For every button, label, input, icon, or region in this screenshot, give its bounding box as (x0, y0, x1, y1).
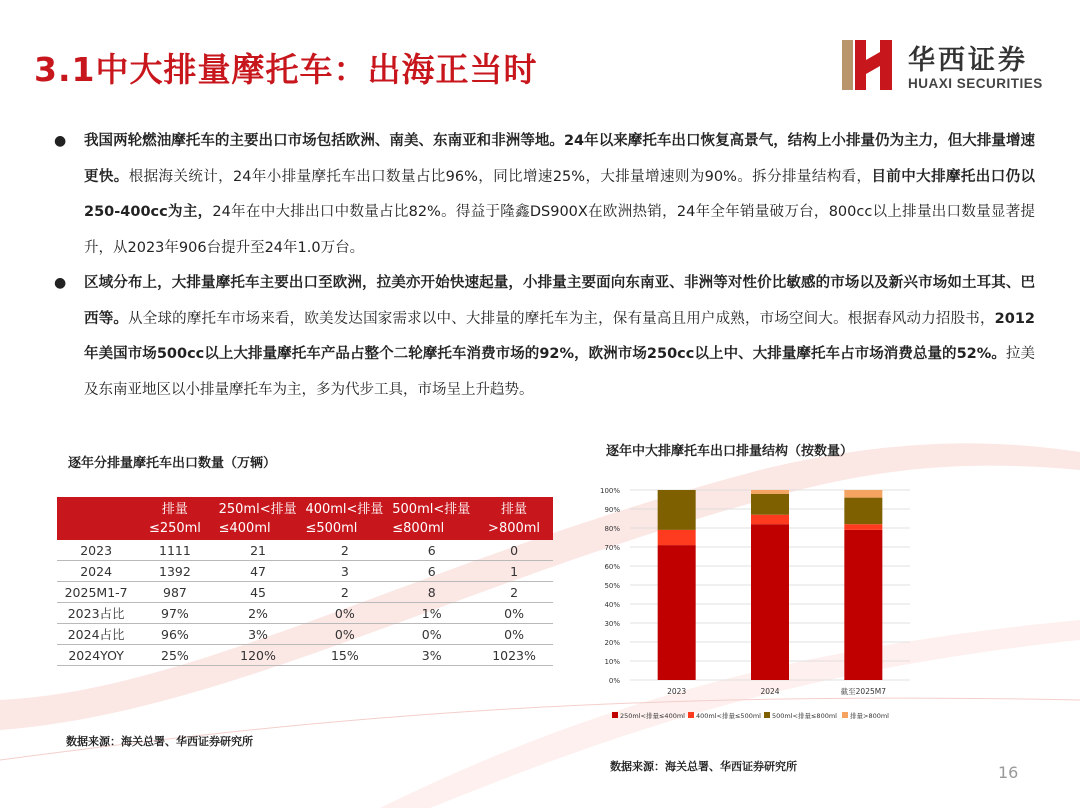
table-row-label: 2024 (57, 561, 135, 582)
bar-segment (751, 490, 789, 494)
y-tick-label: 80% (604, 525, 620, 533)
table-cell: 1111 (135, 540, 214, 561)
table-cell: 987 (135, 582, 214, 603)
bar-segment (751, 524, 789, 680)
chart-title: 逐年中大排摩托车出口排量结构（按数量） (606, 444, 854, 459)
y-tick-label: 100% (599, 487, 620, 495)
bar-segment (658, 545, 696, 680)
y-tick-label: 10% (604, 658, 620, 666)
table-cell: 120% (215, 645, 302, 666)
table-cell: 3% (215, 624, 302, 645)
y-tick-label: 90% (604, 506, 620, 514)
bullet-text-bold: 目前中大排摩托出口仍以250-400cc为主， (84, 168, 1035, 220)
logo-english-name: HUAXI SECURITIES (908, 76, 1043, 91)
table-header-cell: 500ml<排量≤800ml (388, 497, 475, 540)
table-cell: 97% (135, 603, 214, 624)
table-cell: 1 (475, 561, 553, 582)
table-header-cell (57, 497, 135, 540)
y-tick-label: 60% (604, 563, 620, 571)
x-tick-label: 2023 (667, 687, 687, 696)
export-volume-table (57, 497, 553, 666)
table-row-label: 2023占比 (57, 603, 135, 624)
table-cell: 2 (301, 582, 388, 603)
page-number: 16 (998, 763, 1019, 782)
table-source: 数据来源：海关总署、华西证券研究所 (66, 735, 253, 748)
table-row (57, 645, 553, 666)
table-cell: 1023% (475, 645, 553, 666)
table-title: 逐年分排量摩托车出口数量（万辆） (68, 456, 277, 471)
table-cell: 8 (388, 582, 475, 603)
table-cell: 2% (215, 603, 302, 624)
table-cell: 0% (475, 603, 553, 624)
legend-label: 400ml<排量≤500ml (696, 712, 761, 720)
table-row (57, 624, 553, 645)
table-cell: 3% (388, 645, 475, 666)
y-tick-label: 70% (604, 544, 620, 552)
table-cell: 25% (135, 645, 214, 666)
table-cell: 2 (301, 540, 388, 561)
table-cell: 0% (475, 624, 553, 645)
table-cell: 0% (301, 624, 388, 645)
bar-segment (844, 498, 882, 525)
y-tick-label: 40% (604, 601, 620, 609)
table-cell: 47 (215, 561, 302, 582)
table-cell: 1392 (135, 561, 214, 582)
table-cell: 2 (475, 582, 553, 603)
bar-segment (844, 530, 882, 680)
y-tick-label: 0% (608, 677, 620, 685)
bar-segment (751, 515, 789, 525)
table-cell: 6 (388, 540, 475, 561)
bullet-text-bold: 2012年美国市场500cc以上大排量摩托车产品占整个二轮摩托车消费市场的92%，欧洲市场250cc以上中、大排量摩托车占市场消费总量的52%。 (84, 310, 1036, 362)
table-cell: 0% (388, 624, 475, 645)
table-cell: 15% (301, 645, 388, 666)
table-row (57, 561, 553, 582)
bar-segment (658, 530, 696, 545)
x-tick-label: 截至2025M7 (840, 687, 887, 696)
bullet-text: 从全球的摩托车市场来看，欧美发达国家需求以中、大排量的摩托车为主，保有量高且用户成熟，市场空间大。根据春风动力招股书， (128, 310, 995, 327)
bullet-dot-icon: ● (54, 275, 67, 291)
bullet-text-bold: 区域分布上，大排量摩托车主要出口至欧洲，拉美亦开始快速起量，小排量主要面向东南亚、非洲等对性价比敏感的市场以及新兴市场如土耳其、巴西等。 (84, 275, 1035, 327)
x-tick-label: 2024 (760, 687, 780, 696)
bar-segment (751, 494, 789, 515)
legend-label: 排量>800ml (850, 712, 889, 720)
table-cell: 0% (301, 603, 388, 624)
legend-swatch (688, 712, 694, 718)
bar-segment (844, 490, 882, 498)
bar-segment (658, 490, 696, 530)
bullet-list (54, 124, 1036, 408)
bar-segment (844, 524, 882, 530)
stacked-bar-chart (590, 478, 930, 733)
legend-swatch (764, 712, 770, 718)
table-row (57, 603, 553, 624)
y-tick-label: 50% (604, 582, 620, 590)
bullet-text: 拉美及东南亚地区以小排量摩托车为主，多为代步工具，市场呈上升趋势。 (84, 346, 1036, 398)
table-cell: 6 (388, 561, 475, 582)
bullet-text-bold: 我国两轮燃油摩托车的主要出口市场包括欧洲、南美、东南亚和非洲等地。24年以来摩托车出口恢复高景气，结构上小排量仍为主力，但大排量增速更快。 (84, 133, 1035, 185)
table-cell: 3 (301, 561, 388, 582)
legend-label: 500ml<排量≤800ml (772, 712, 837, 720)
table-row (57, 540, 553, 561)
table-header-cell: 400ml<排量≤500ml (301, 497, 388, 540)
table-row-label: 2024YOY (57, 645, 135, 666)
table-header-cell: 250ml<排量≤400ml (215, 497, 302, 540)
logo-chinese-name: 华西证券 (908, 45, 1028, 76)
table-cell: 21 (215, 540, 302, 561)
y-tick-label: 20% (604, 639, 620, 647)
bullet-item (54, 266, 1036, 408)
table-header-row (57, 497, 553, 540)
chart-source: 数据来源：海关总署、华西证券研究所 (610, 760, 797, 773)
page-title: 3.1中大排量摩托车：出海正当时 (34, 50, 538, 89)
table-row-label: 2025M1-7 (57, 582, 135, 603)
company-logo (842, 36, 1062, 96)
table-row (57, 582, 553, 603)
legend-swatch (612, 712, 618, 718)
table-cell: 96% (135, 624, 214, 645)
table-row-label: 2023 (57, 540, 135, 561)
y-tick-label: 30% (604, 620, 620, 628)
table-header-cell: 排量≤250ml (135, 497, 214, 540)
huaxi-logo-icon (842, 38, 894, 92)
bullet-text: 24年在中大排出口中数量占比82%。得益于隆鑫DS900X在欧洲热销，24年全年销量破万台，800cc以上排量出口数量显著提升，从2023年906台提升至24年1.0万台。 (84, 204, 1035, 256)
table-header-cell: 排量>800ml (475, 497, 553, 540)
table-row-label: 2024占比 (57, 624, 135, 645)
legend-swatch (842, 712, 848, 718)
bullet-item (54, 124, 1035, 266)
table-cell: 45 (215, 582, 302, 603)
bullet-dot-icon: ● (54, 133, 67, 149)
bullet-text: 根据海关统计，24年小排量摩托车出口数量占比96%，同比增速25%，大排量增速则为90%。拆分排量结构看， (128, 168, 872, 185)
table-cell: 1% (388, 603, 475, 624)
table-cell: 0 (475, 540, 553, 561)
legend-label: 250ml<排量≤400ml (620, 712, 685, 720)
